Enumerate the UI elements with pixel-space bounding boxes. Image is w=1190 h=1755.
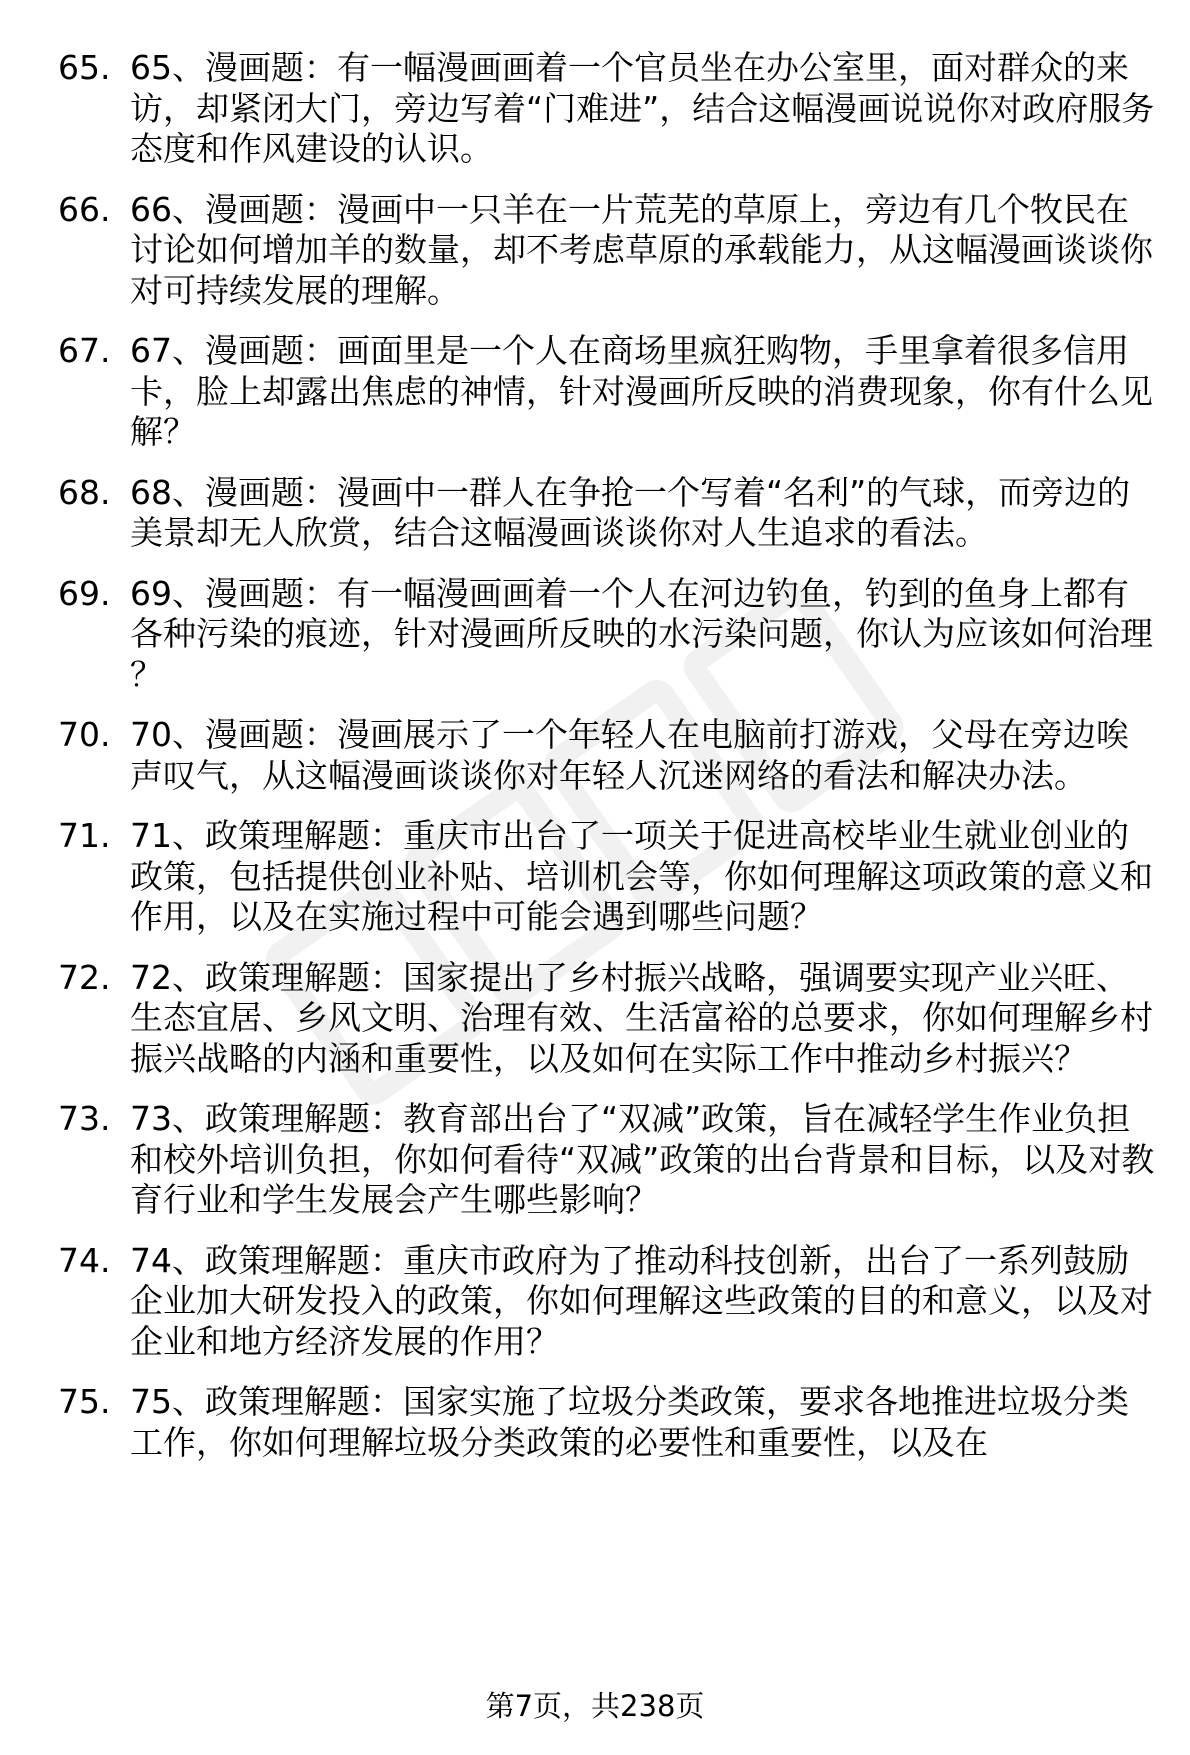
question-number: 66. [58, 189, 111, 229]
question-item [58, 48, 1158, 170]
question-item [58, 1382, 1158, 1463]
question-text: 73、政策理解题：教育部出台了“双减”政策，旨在减轻学生作业负担和校外培训负担，你如何看待“双减”政策的出台背景和目标，以及对教育行业和学生发展会产生哪些影响？ [130, 1099, 1155, 1219]
question-text: 66、漫画题：漫画中一只羊在一片荒芜的草原上，旁边有几个牧民在讨论如何增加羊的数量，却不考虑草原的承载能力，从这幅漫画谈谈你对可持续发展的理解。 [130, 189, 1153, 310]
page-footer: 第7页，共238页 [485, 1689, 705, 1723]
question-number: 70. [58, 715, 111, 754]
question-item [58, 1241, 1158, 1363]
question-number: 67. [58, 331, 111, 370]
question-text: 74、政策理解题：重庆市政府为了推动科技创新，出台了一系列鼓励企业加大研发投入的政策，你如何理解这些政策的目的和意义，以及对企业和地方经济发展的作用？ [130, 1240, 1153, 1361]
question-number: 73. [58, 1099, 111, 1138]
question-number: 65. [58, 48, 111, 87]
question-text: 75、政策理解题：国家实施了垃圾分类政策，要求各地推进垃圾分类工作，你如何理解垃圾分类政策的必要性和重要性，以及在 [130, 1382, 1129, 1462]
question-item [58, 473, 1158, 554]
question-item [58, 715, 1158, 796]
question-text: 72、政策理解题：国家提出了乡村振兴战略，强调要实现产业兴旺、生态宜居、乡风文明、治理有效、生活富裕的总要求，你如何理解乡村振兴战略的内涵和重要性，以及如何在实际工作中推动乡村振兴？ [130, 957, 1153, 1078]
question-text: 65、漫画题：有一幅漫画画着一个官员坐在办公室里，面对群众的来访，却紧闭大门，旁边写着“门难进”，结合这幅漫画说说你对政府服务态度和作风建设的认识。 [130, 48, 1155, 168]
question-item [58, 574, 1158, 696]
question-list [58, 48, 1158, 1483]
question-text: 69、漫画题：有一幅漫画画着一个人在河边钓鱼，钓到的鱼身上都有各种污染的痕迹，针对漫画所反映的水污染问题，你认为应该如何治理？ [130, 573, 1153, 694]
question-number: 72. [58, 957, 111, 997]
question-number: 69. [58, 573, 111, 613]
question-item [58, 331, 1158, 453]
question-item [58, 816, 1158, 938]
question-number: 74. [58, 1240, 111, 1280]
question-text: 70、漫画题：漫画展示了一个年轻人在电脑前打游戏，父母在旁边唉声叹气，从这幅漫画谈谈你对年轻人沉迷网络的看法和解决办法。 [130, 715, 1129, 795]
question-item [58, 1099, 1158, 1221]
question-number: 68. [58, 472, 111, 512]
question-number: 71. [58, 816, 111, 855]
question-item [58, 190, 1158, 312]
question-item [58, 958, 1158, 1080]
question-number: 75. [58, 1382, 111, 1421]
question-text: 67、漫画题：画面里是一个人在商场里疯狂购物，手里拿着很多信用卡，脸上却露出焦虑的神情，针对漫画所反映的消费现象，你有什么见解？ [130, 331, 1153, 451]
question-text: 68、漫画题：漫画中一群人在争抢一个写着“名利”的气球，而旁边的美景却无人欣赏，结合这幅漫画谈谈你对人生追求的看法。 [130, 472, 1131, 552]
question-text: 71、政策理解题：重庆市出台了一项关于促进高校毕业生就业创业的政策，包括提供创业补贴、培训机会等，你如何理解这项政策的意义和作用，以及在实施过程中可能会遇到哪些问题？ [130, 816, 1153, 936]
